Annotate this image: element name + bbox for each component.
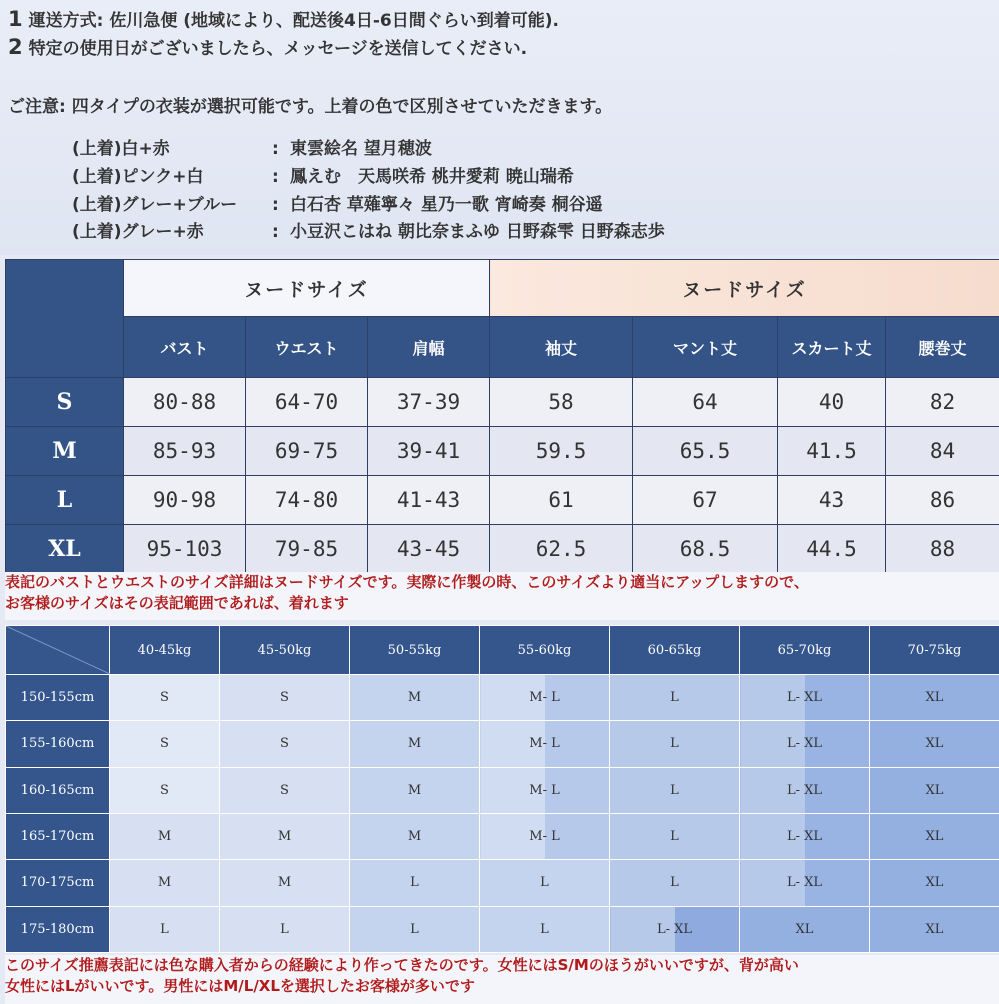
note-text: 特定の使用日がございましたら、メッセージを送信してください. — [28, 39, 528, 59]
column-header-sleeve: 袖丈 — [490, 317, 633, 378]
costume-option — [72, 217, 665, 242]
table-cell: XL — [870, 906, 999, 952]
table-cell: XL — [740, 906, 870, 952]
table-cell: L- XL — [740, 675, 870, 721]
table-cell: L — [610, 721, 740, 767]
table-cell: 74-80 — [246, 476, 368, 525]
table-cell: 79-85 — [246, 525, 368, 574]
table-cell: M- L — [480, 675, 610, 721]
table-cell: L — [220, 906, 350, 952]
table-cell: M — [350, 721, 480, 767]
column-header-weight: 45-50kg — [220, 626, 350, 675]
table-cell: 85-93 — [124, 427, 246, 476]
table-cell: XL — [870, 767, 999, 813]
table-cell: 67 — [633, 476, 778, 525]
table-cell: 69-75 — [246, 427, 368, 476]
table-cell: 65.5 — [633, 427, 778, 476]
table-cell: S — [110, 721, 220, 767]
table-cell: M — [220, 813, 350, 859]
size-chart-table — [5, 259, 999, 574]
table-cell: L — [110, 906, 220, 952]
table-cell: M — [350, 813, 480, 859]
table-row — [6, 476, 999, 525]
column-header-skirt-length: スカート丈 — [778, 317, 886, 378]
table-cell: M- L — [480, 767, 610, 813]
table-cell: 39-41 — [368, 427, 490, 476]
row-header-size: XL — [6, 525, 124, 574]
table-cell: 59.5 — [490, 427, 633, 476]
table-row — [6, 427, 999, 476]
table-cell: M- L — [480, 813, 610, 859]
note-text: 運送方式: 佐川急便 (地域により、配送後4日-6日間ぐらい到着可能). — [28, 11, 559, 31]
table-cell: 90-98 — [124, 476, 246, 525]
table-cell: L — [350, 906, 480, 952]
table-cell: L- XL — [740, 767, 870, 813]
column-header-weight: 55-60kg — [480, 626, 610, 675]
table-cell: 43-45 — [368, 525, 490, 574]
table-cell: 62.5 — [490, 525, 633, 574]
table-cell: M — [350, 675, 480, 721]
table-cell: 40 — [778, 378, 886, 427]
column-header-bust: バスト — [124, 317, 246, 378]
table-cell: L — [610, 767, 740, 813]
table-cell: L — [480, 860, 610, 906]
note-line-1 — [8, 6, 559, 31]
table-cell: 82 — [886, 378, 999, 427]
row-header-height: 155-160cm — [6, 721, 110, 767]
note-number: 2 — [8, 35, 23, 59]
table-cell: L- XL — [740, 813, 870, 859]
size-recommendation-table — [5, 625, 999, 953]
table-row — [6, 906, 999, 952]
costume-option — [72, 162, 574, 187]
table-row — [6, 860, 999, 906]
note-number: 1 — [8, 7, 23, 31]
table-cell: 64 — [633, 378, 778, 427]
size-note — [5, 572, 999, 620]
table-cell: L — [610, 813, 740, 859]
table-cell: M — [110, 860, 220, 906]
costume-name: (上着)グレー+ブルー — [72, 195, 238, 215]
costume-characters: 鳳えむ 天馬咲希 桃井愛莉 暁山瑞希 — [290, 167, 574, 187]
table-cell: 84 — [886, 427, 999, 476]
table-cell: XL — [870, 860, 999, 906]
costume-name: (上着)白+赤 — [72, 139, 170, 159]
table-cell: S — [110, 675, 220, 721]
costume-characters: 白石杏 草薙寧々 星乃一歌 宵崎奏 桐谷遥 — [290, 195, 603, 215]
column-header-weight: 70-75kg — [870, 626, 999, 675]
table-cell: 95-103 — [124, 525, 246, 574]
row-header-size: L — [6, 476, 124, 525]
table-cell: L — [350, 860, 480, 906]
column-header-waist-wrap: 腰巻丈 — [886, 317, 999, 378]
table-cell: L- XL — [740, 860, 870, 906]
costume-separator: : — [272, 222, 279, 242]
group-header-nude-size: ヌードサイズ — [124, 260, 490, 317]
table-cell: 86 — [886, 476, 999, 525]
row-header-size: S — [6, 378, 124, 427]
table-row — [6, 721, 999, 767]
table-cell: S — [220, 675, 350, 721]
table-cell: 64-70 — [246, 378, 368, 427]
table-cell: M — [220, 860, 350, 906]
column-header-weight: 60-65kg — [610, 626, 740, 675]
table-cell: S — [110, 767, 220, 813]
costume-caution: ご注意: 四タイプの衣装が選択可能です。上着の色で区別させていただきます。 — [8, 97, 613, 117]
column-header-cape-length: マント丈 — [633, 317, 778, 378]
table-cell: L — [610, 675, 740, 721]
costume-separator: : — [272, 139, 279, 159]
diagonal-line-icon — [6, 626, 110, 674]
column-header-weight: 50-55kg — [350, 626, 480, 675]
table-cell: 68.5 — [633, 525, 778, 574]
column-header-waist: ウエスト — [246, 317, 368, 378]
table-corner — [6, 626, 110, 675]
table-row — [6, 525, 999, 574]
row-header-height: 150-155cm — [6, 675, 110, 721]
table-cell: M- L — [480, 721, 610, 767]
table-cell: 43 — [778, 476, 886, 525]
table-cell: L- XL — [610, 906, 740, 952]
table-cell: 88 — [886, 525, 999, 574]
table-row — [6, 675, 999, 721]
table-corner — [6, 260, 124, 378]
table-cell: XL — [870, 675, 999, 721]
table-cell: 41-43 — [368, 476, 490, 525]
row-header-height: 175-180cm — [6, 906, 110, 952]
costume-separator: : — [272, 167, 279, 187]
table-row — [6, 813, 999, 859]
table-cell: L — [610, 860, 740, 906]
table-cell: M — [110, 813, 220, 859]
table-cell: 58 — [490, 378, 633, 427]
table-cell: M — [350, 767, 480, 813]
table-row — [6, 378, 999, 427]
table-cell: S — [220, 767, 350, 813]
recommendation-note-line: 女性にはLがいいです。男性にはM/L/XLを選択したお客様が多いです — [5, 977, 475, 995]
note-line-2 — [8, 34, 527, 59]
size-note-line: お客様のサイズはその表記範囲であれば、着れます — [5, 594, 349, 612]
costume-name: (上着)グレー+赤 — [72, 222, 204, 242]
costume-name: (上着)ピンク+白 — [72, 167, 204, 187]
size-note-line: 表記のバストとウエストのサイズ詳細はヌードサイズです。実際に作製の時、このサイズより適当にアップしますので、 — [5, 573, 809, 591]
row-header-height: 170-175cm — [6, 860, 110, 906]
recommendation-note-line: このサイズ推薦表記には色な購入者からの経験により作ってきたのです。女性にはS/Mのほうがいいですが、背が高い — [5, 956, 799, 974]
shipping-notes — [0, 0, 999, 255]
table-cell: L- XL — [740, 721, 870, 767]
table-cell: 80-88 — [124, 378, 246, 427]
table-cell: XL — [870, 813, 999, 859]
row-header-height: 165-170cm — [6, 813, 110, 859]
costume-option — [72, 190, 603, 215]
column-header-shoulder: 肩幅 — [368, 317, 490, 378]
table-cell: 61 — [490, 476, 633, 525]
table-row — [6, 767, 999, 813]
row-header-size: M — [6, 427, 124, 476]
row-header-height: 160-165cm — [6, 767, 110, 813]
column-header-weight: 65-70kg — [740, 626, 870, 675]
table-cell: S — [220, 721, 350, 767]
column-header-weight: 40-45kg — [110, 626, 220, 675]
table-cell: 37-39 — [368, 378, 490, 427]
group-header-nude-size: ヌードサイズ — [490, 260, 999, 317]
recommendation-note — [5, 955, 999, 1004]
costume-characters: 東雲絵名 望月穂波 — [290, 139, 432, 159]
table-cell: XL — [870, 721, 999, 767]
table-cell: 44.5 — [778, 525, 886, 574]
costume-option — [72, 134, 432, 159]
costume-separator: : — [272, 195, 279, 215]
costume-characters: 小豆沢こはね 朝比奈まふゆ 日野森雫 日野森志歩 — [290, 222, 665, 242]
table-cell: 41.5 — [778, 427, 886, 476]
table-cell: L — [480, 906, 610, 952]
